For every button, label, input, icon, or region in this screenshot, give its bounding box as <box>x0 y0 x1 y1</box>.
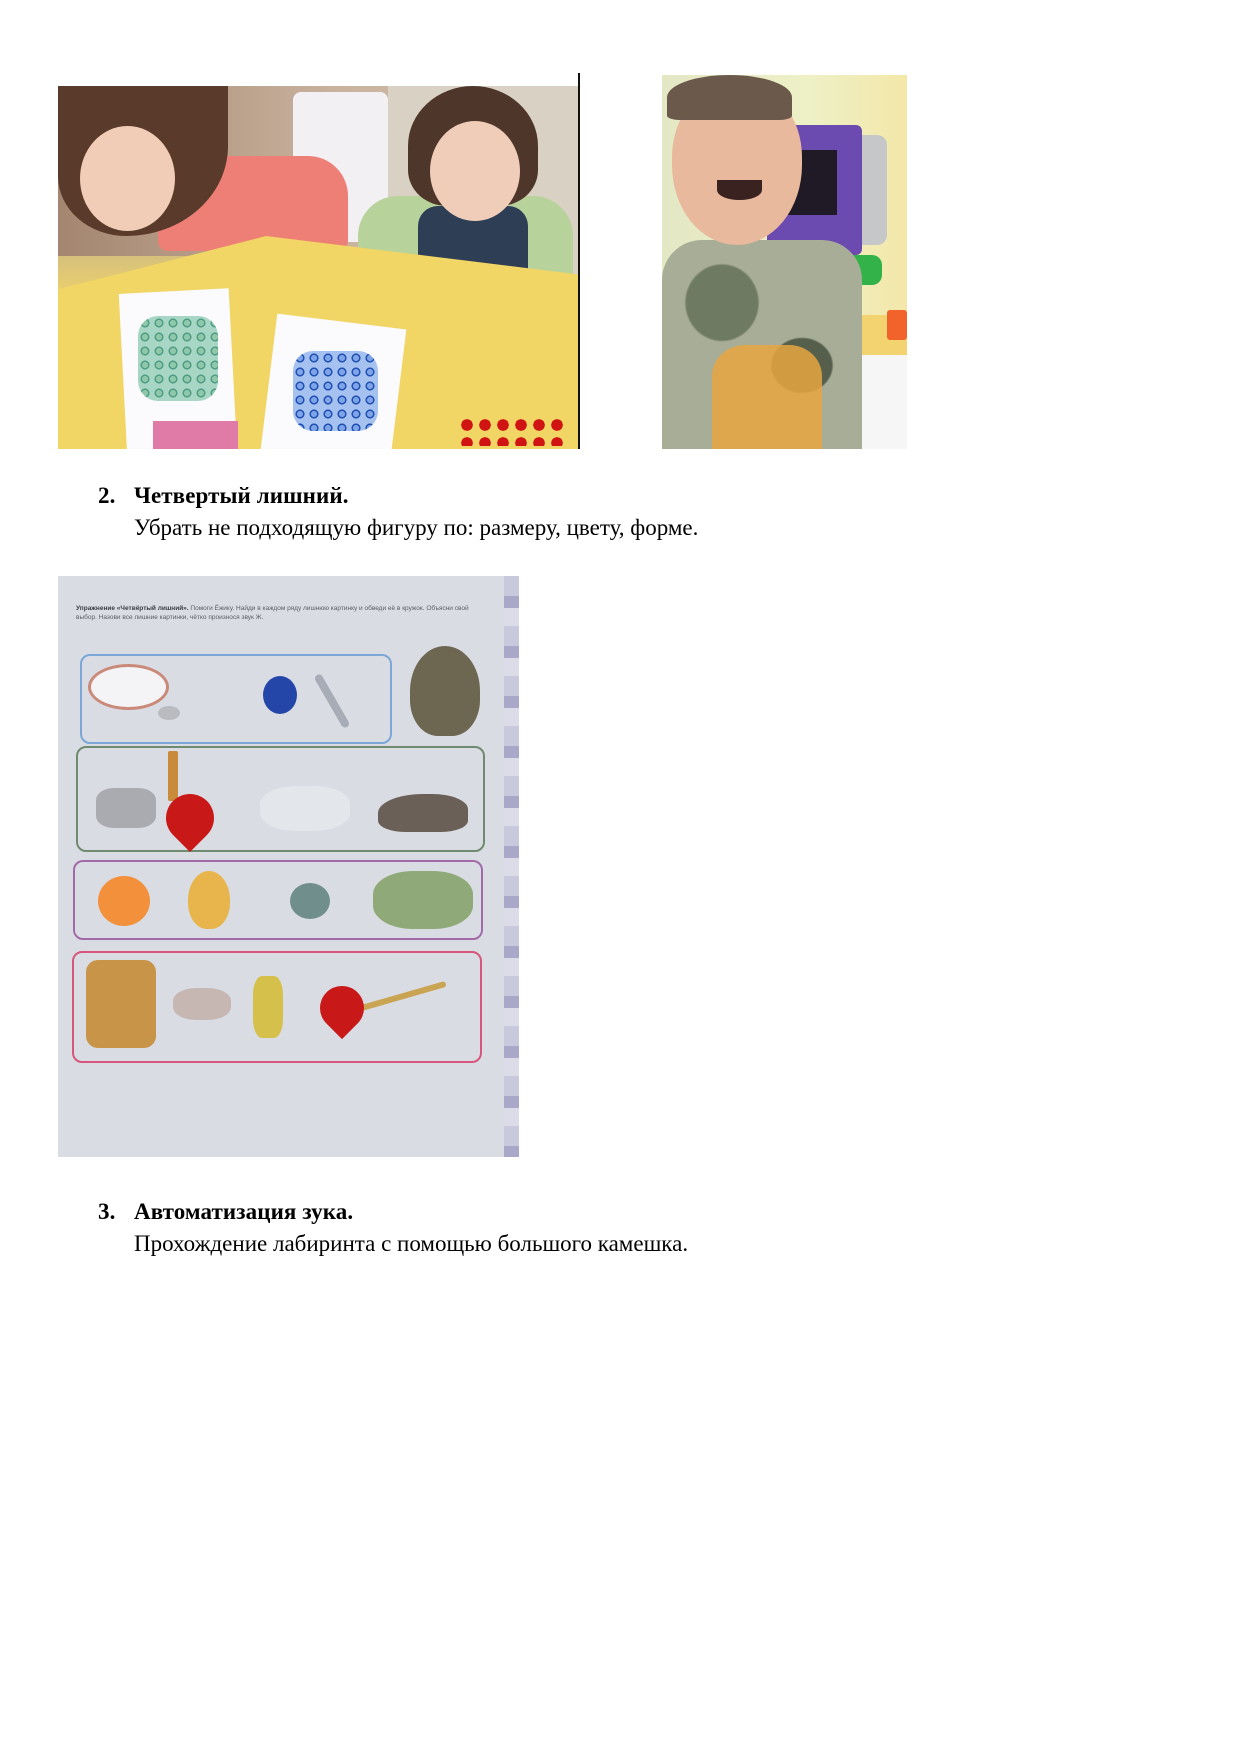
photo-workbook-odd-one-out <box>58 576 519 1157</box>
instructions-title: Упражнение «Четвёртый лишний». <box>76 605 189 612</box>
page-edge <box>504 576 519 1157</box>
girl-face <box>430 121 520 221</box>
shirt-print <box>712 345 822 449</box>
polar-bear-picture <box>260 786 350 831</box>
section-2-text: Убрать не подходящую фигуру по: размеру, цвету, форме. <box>134 515 699 540</box>
boy-hair <box>667 75 792 120</box>
section-title: Четвертый лишний. <box>134 483 349 508</box>
workbook-instructions <box>76 604 486 622</box>
blue-marbles-jar <box>293 351 378 431</box>
photo-laughing-boy <box>662 75 907 449</box>
grapes-picture <box>373 871 473 929</box>
scarf-picture <box>253 976 283 1038</box>
orange-jar <box>887 310 907 340</box>
mittens-picture <box>173 988 231 1020</box>
walrus-picture <box>378 794 468 832</box>
fur-coat-picture <box>86 960 156 1048</box>
section-number: 3. <box>98 1199 116 1224</box>
giraffe-neck <box>168 751 178 801</box>
wolf-picture <box>96 788 156 828</box>
pink-tray <box>153 421 238 449</box>
instructions-text: Помоги Ёжику. Найди в каждом ряду лишнюю картинку и обведи её в кружок. Объясни свой выбор. Назови все лишние картинки, чётко произнося звук Ж. <box>76 605 469 621</box>
girl-face <box>80 126 175 231</box>
spoon-picture <box>158 706 180 720</box>
plate-picture <box>88 664 169 710</box>
section-2-heading <box>98 483 349 509</box>
acorn-with-marble <box>290 883 330 919</box>
apple-picture <box>98 876 150 926</box>
pear-picture <box>188 871 230 929</box>
red-heart-stones <box>458 416 568 446</box>
section-3-text: Прохождение лабиринта с помощью большого камешка. <box>134 1231 689 1256</box>
photo-girls-with-marbles <box>58 86 578 449</box>
section-title: Автоматизация зука. <box>134 1199 354 1224</box>
vertical-rule <box>578 73 580 449</box>
section-number: 2. <box>98 483 116 508</box>
hedgehog-picture <box>410 646 480 736</box>
marble-card <box>857 355 907 449</box>
section-3-heading <box>98 1199 353 1225</box>
ice-cream-with-marble <box>263 676 297 714</box>
green-marbles-jar <box>138 316 218 401</box>
boy-laughing-mouth <box>717 180 762 200</box>
